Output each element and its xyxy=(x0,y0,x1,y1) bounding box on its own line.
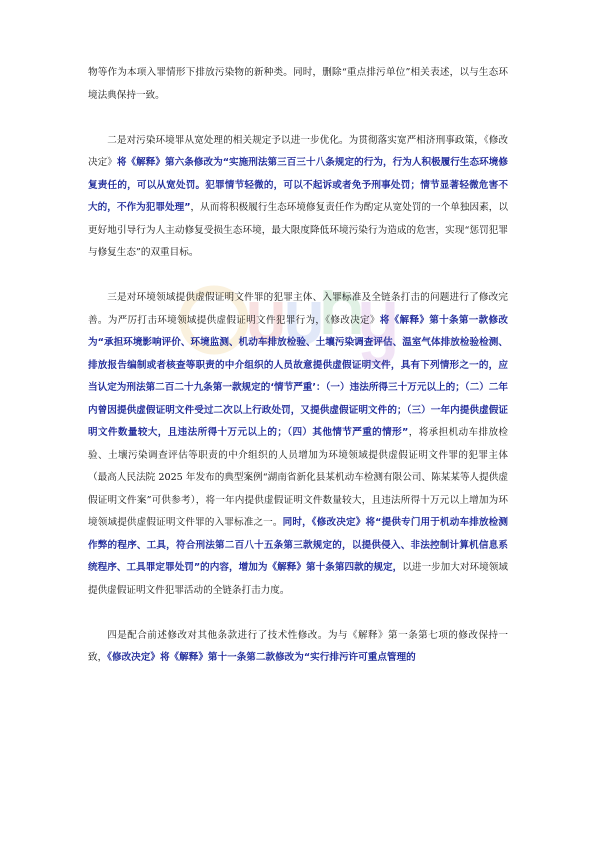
bold-text-segment: 将《解释》第六条修改为“实施刑法第三百三十八条规定的行为，行为人积极履行生态环境修复责任的，可以从宽处罚。犯罪情节轻微的，可以不起诉或者免予刑事处罚；情节显著轻微危害不大的，不作为犯罪处理” xyxy=(88,157,509,213)
paragraph-4 xyxy=(88,625,508,670)
text-segment: 物等作为本项入罪情形下排放污染物的新种类。同时，删除“重点排污单位”相关表述，以与生态环境法典保持一致。 xyxy=(88,67,508,101)
paragraph-3 xyxy=(88,287,508,602)
text-segment: 以进一步加大对环境领域提供虚假证明文件犯罪活动的全链条打击力度。 xyxy=(88,562,509,596)
bold-text-segment: 同时，《修改决定》将“提供专门用于机动车排放检测作弊的程序、工具，符合刑法第二百八十五条第三款规定的，以提供侵入、非法控制计算机信息系统程序、工具罪定罪处罚”的内容，增加为《解释》第十条第四款的规定， xyxy=(88,517,509,573)
document-body xyxy=(88,62,508,692)
text-segment: ，将承担机动车排放检验、土壤污染调查评估等职责的中介组织的人员增加为环境领域提供虚假证明文件罪的犯罪主体（最高人民法院 2025 年发布的典型案例“湖南省新化县某机动车检测有限公司、陈某某等人提供虚假证明文件案”可供参考），将一年内提供虚假证明文件数量较大，且违法所得十万元以上增加为环境领域提供虚假证明文件罪的入罪标准之一。 xyxy=(88,427,508,528)
text-segment: 二是对污染环境罪从宽处理的相关规定予以进一步优化。为贯彻落实宽严相济刑事政策，《修改决定》 xyxy=(88,134,508,168)
bold-text-segment: 将《解释》第十条第一款修改为“承担环境影响评价、环境监测、机动车排放检验、土壤污染调查评估、温室气体排放检验检测、排放报告编制或者核查等职责的中介组织的人员故意提供虚假证明文件，具有下列情形之一的，应当认定为刑法第二百二十九条第一款规定的‘情节严重’：（一）违法所得三十万元以上的；（二）二年内曾因提供虚假证明文件受过二次以上行政处罚，又提供虚假证明文件的；（三）一年内提供虚假证明文件数量较大，且违法所得十万元以上的；（四）其他情节严重的情形” xyxy=(88,314,509,438)
bold-text-segment: 《修改决定》将《解释》第十一条第二款修改为“实行排污许可重点管理的 xyxy=(107,652,416,663)
text-segment: 四是配合前述修改对其他条款进行了技术性修改。为与《解释》第一条第七项的修改保持一致， xyxy=(88,629,508,663)
text-segment: 三是对环境领域提供虚假证明文件罪的犯罪主体、入罪标准及全链条打击的问题进行了修改完善。为严厉打击环境领域提供虚假证明文件犯罪行为，《修改决定》 xyxy=(88,292,508,326)
text-segment: ，从而将积极履行生态环境修复责任作为酌定从宽处罚的一个单独因素，以更好地引导行为人主动修复受损生态环境，最大限度降低环境污染行为造成的危害，实现“惩罚犯罪与修复生态”的双重目标。 xyxy=(88,202,508,258)
paragraph-2 xyxy=(88,130,508,265)
paragraph-1 xyxy=(88,62,508,107)
